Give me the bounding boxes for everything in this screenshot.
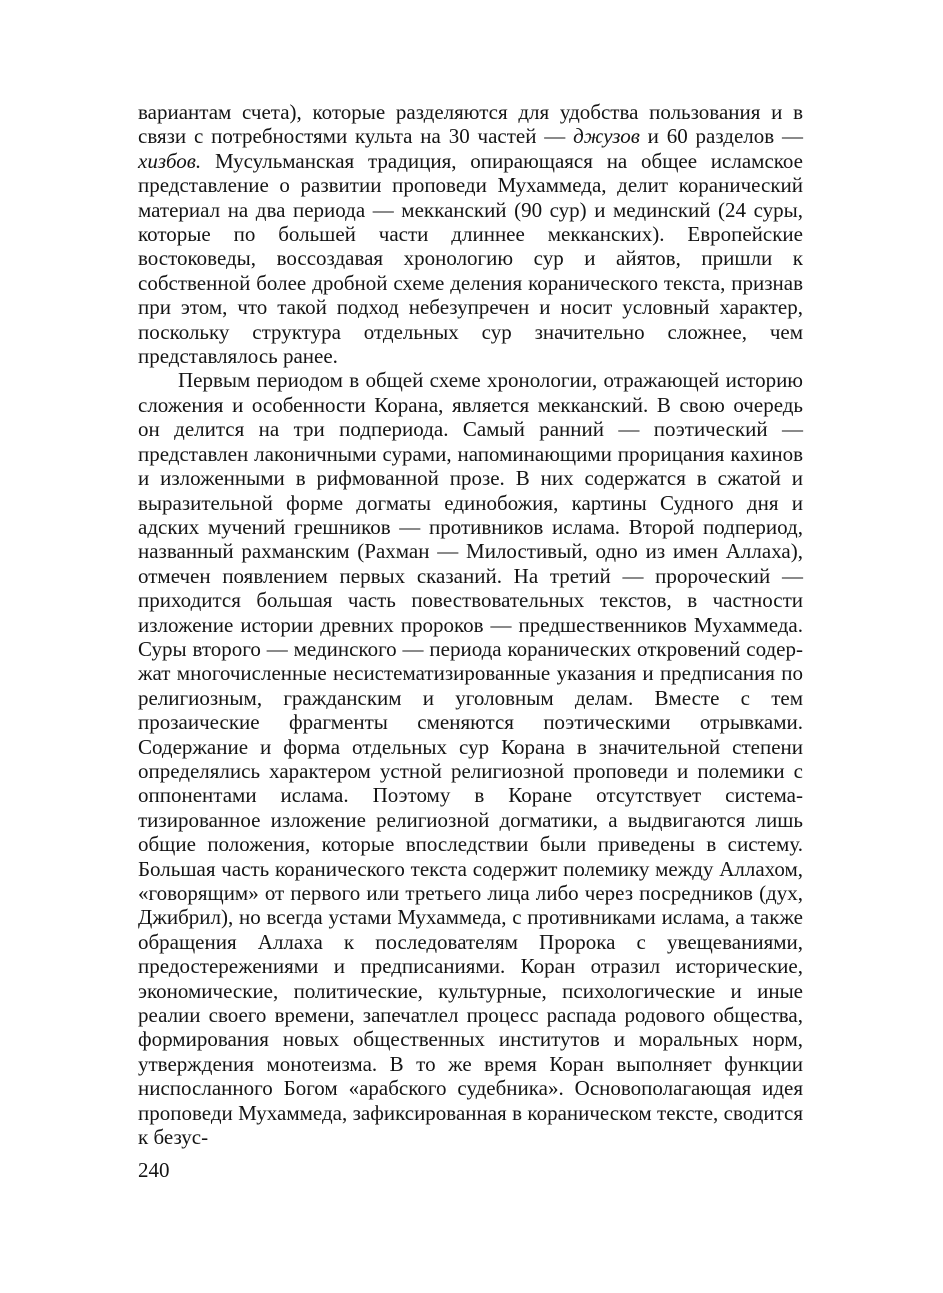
paragraph-1-seg-4: хизбов.: [138, 148, 202, 173]
paragraph-1-seg-1: вариантам счета), которые разделяются для удобства пользования и в связи с потребностями культа на 30 частей —: [138, 100, 803, 149]
paragraph-1-seg-3: и 60 разделов —: [639, 124, 803, 149]
paragraph-1: [138, 100, 803, 368]
paragraph-1-seg-2: джузов: [573, 124, 640, 149]
paragraph-2-seg-1: Первым периодом в общей схеме хронологии, отражающей историю сложения и особенности Корана, является мекканский. В свою очередь он делится на три подпериода. Самый ранний — поэтический — представлен лаконичными сурами, напоминающими прорицания кахинов и изложенными в рифмованной прозе. В них содержатся в сжатой и выразительной форме догматы единобожия, картины Судного дня и адских мучений грешников — противников ислама. Второй подпериод, названный рахманским (Рахман — Милостивый, одно из имен Аллаха), отмечен появлением первых сказаний. На третий — пророческий — приходится большая часть повествовательных текстов, в частности изложение истории древних пророков — предшественников Мухаммеда. Суры второго — мединского — периода коранических откровений содержат многочисленные несистематизированные указания и предписания по религиозным, гражданским и уголовным делам. Вместе с тем прозаические фрагменты сменяются поэтическими отрывками. Содержание и форма отдельных сур Корана в значительной степени определялись характером устной религиозной проповеди и полемики с оппонентами ислама. Поэтому в Коране отсутствует систематизированное изложение религиозной догматики, а выдвигаются лишь общие положения, которые впоследствии были приведены в систему. Большая часть коранического текста содержит полемику между Аллахом, «говорящим» от первого или третьего лица либо через посредников (дух, Джибрил), но всегда устами Мухаммеда, с противниками ислама, а также обращения Аллаха к последователям Пророка с увещеваниями, предостережениями и предписаниями. Коран отразил исторические, экономические, политические, культурные, психологические и иные реалии своего времени, запечатлел процесс распада родового общества, формирования новых общественных институтов и моральных норм, утверждения монотеизма. В то же время Коран выполняет функции ниспосланного Богом «арабского судебника». Основополагающая идея проповеди Мухаммеда, зафиксированная в кораническом тексте, сводится к безус-: [138, 368, 803, 1150]
paragraph-1-seg-5: Мусульманская традиция, опирающаяся на общее исламское представление о развитии проповеди Мухаммеда, делит коранический материал на два периода — мекканский (90 сур) и мединский (24 суры, которые по большей части длиннее мекканских). Европейские востоковеды, воссоздавая хронологию сур и айятов, пришли к собственной более дробной схеме деления коранического текста, признав при этом, что такой подход небезупречен и носит условный характер, поскольку структура отдельных сур значительно сложнее, чем представлялось ранее.: [138, 148, 803, 369]
page-number: 240: [138, 1158, 170, 1182]
page-body: [138, 100, 803, 1149]
paragraph-2: [138, 368, 803, 1149]
